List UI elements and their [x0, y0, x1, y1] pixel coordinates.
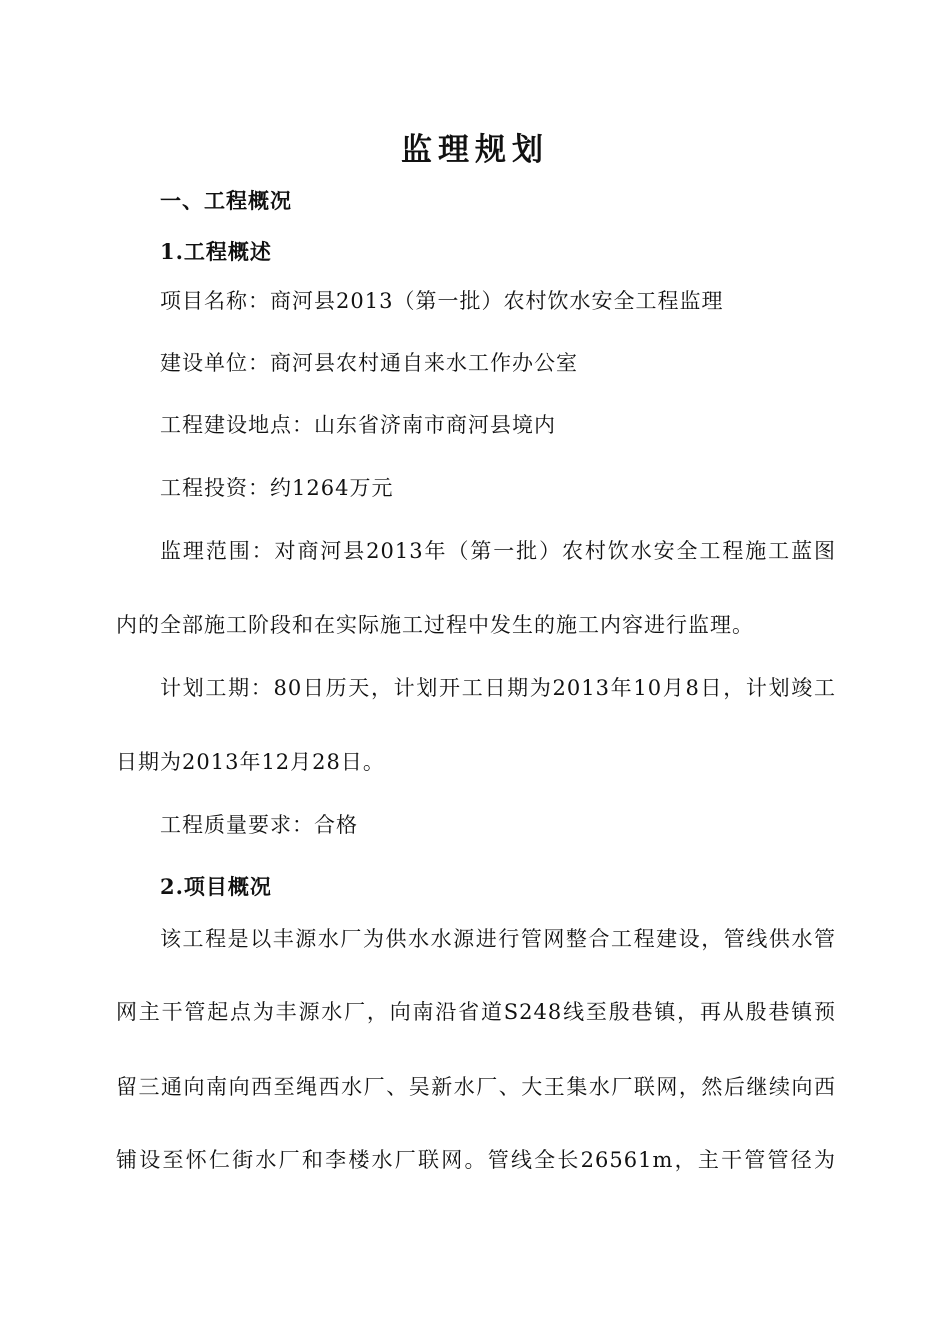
overview-line-2: 网主干管起点为丰源水厂，向南沿省道S248线至殷巷镇，再从殷巷镇预	[116, 1000, 836, 1024]
field-investment: 工程投资：约1264万元	[160, 476, 394, 500]
overview-line-4: 铺设至怀仁街水厂和李楼水厂联网。管线全长26561m，主干管管径为	[116, 1148, 836, 1172]
field-schedule-line-1: 计划工期：80日历天，计划开工日期为2013年10月8日，计划竣工	[160, 676, 836, 700]
section-heading-overview: 一、工程概况	[160, 188, 292, 213]
field-scope-line-2: 内的全部施工阶段和在实际施工过程中发生的施工内容进行监理。	[116, 613, 754, 637]
field-location: 工程建设地点：山东省济南市商河县境内	[160, 413, 556, 437]
overview-line-1: 该工程是以丰源水厂为供水水源进行管网整合工程建设，管线供水管	[160, 927, 836, 951]
overview-line-3: 留三通向南向西至绳西水厂、吴新水厂、大王集水厂联网，然后继续向西	[116, 1075, 836, 1099]
field-client: 建设单位：商河县农村通自来水工作办公室	[160, 351, 578, 375]
field-project-name: 项目名称：商河县2013（第一批）农村饮水安全工程监理	[160, 289, 724, 313]
field-quality: 工程质量要求：合格	[160, 813, 358, 837]
subsection-heading-summary: 1.工程概述	[160, 239, 272, 264]
field-scope-line-1: 监理范围：对商河县2013年（第一批）农村饮水安全工程施工蓝图	[160, 539, 836, 563]
field-schedule-line-2: 日期为2013年12月28日。	[116, 750, 385, 774]
document-title: 监理规划	[401, 132, 549, 168]
subsection-heading-project: 2.项目概况	[160, 874, 272, 899]
